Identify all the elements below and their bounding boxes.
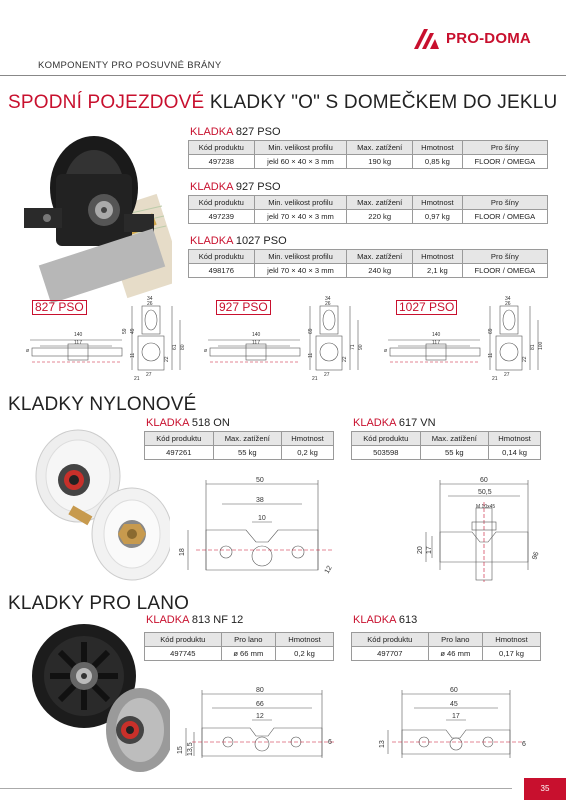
col-header: Hmotnost bbox=[413, 250, 463, 264]
section-title-cable-rollers: KLADKY PRO LANO bbox=[8, 593, 190, 614]
col-header: Kód produktu bbox=[352, 432, 421, 446]
table-cell: 503598 bbox=[352, 446, 421, 460]
table-cell: FLOOR / OMEGA bbox=[462, 210, 547, 224]
col-header: Hmotnost bbox=[413, 196, 463, 210]
product-827-table bbox=[188, 140, 548, 169]
table-cell: 55 kg bbox=[213, 446, 282, 460]
dim-text: 6 bbox=[328, 739, 332, 746]
col-header: Max. zatížení bbox=[420, 432, 489, 446]
product-617-label: KLADKA 617 VN bbox=[353, 417, 436, 429]
dim-text: 59 bbox=[122, 328, 128, 334]
col-header: Min. velikost profilu bbox=[254, 196, 347, 210]
section-title-steel-rollers bbox=[8, 92, 557, 114]
page-number: 35 bbox=[524, 778, 566, 800]
brand-name: PRO-DOMA bbox=[446, 29, 531, 47]
table-cell: 240 kg bbox=[347, 264, 413, 278]
dim-text: 11 bbox=[308, 352, 314, 358]
col-header: Kód produktu bbox=[145, 432, 214, 446]
drawing-927-label: 927 PSO bbox=[216, 300, 271, 315]
dim-text: 140 bbox=[432, 332, 441, 338]
product-813-label: KLADKA 813 NF 12 bbox=[146, 614, 244, 626]
col-header: Kód produktu bbox=[189, 196, 255, 210]
dim-text: 26 bbox=[505, 301, 511, 307]
dim-text: 34 bbox=[325, 296, 331, 302]
table-cell: 0,17 kg bbox=[482, 647, 540, 661]
table-cell: FLOOR / OMEGA bbox=[462, 264, 547, 278]
col-header: Max. zatížení bbox=[347, 141, 413, 155]
drawing-827 bbox=[22, 292, 192, 384]
col-header: Pro lano bbox=[428, 633, 482, 647]
table-row bbox=[145, 647, 334, 661]
dim-text: ø bbox=[384, 348, 388, 354]
page-footer bbox=[0, 778, 566, 800]
dim-text: 117 bbox=[74, 340, 82, 346]
dim-text: 90 bbox=[358, 344, 364, 350]
product-1027-label: KLADKA 1027 PSO bbox=[190, 235, 287, 247]
col-header: Max. zatížení bbox=[213, 432, 282, 446]
dim-text: 117 bbox=[252, 340, 260, 346]
section-title-strong: KLADKY "O" S DOMEČKEM DO JEKLU bbox=[209, 92, 558, 113]
col-header: Hmotnost bbox=[282, 432, 334, 446]
dim-text: 12 bbox=[256, 713, 264, 720]
drawing-518 bbox=[176, 470, 346, 580]
drawing-1027 bbox=[380, 292, 560, 384]
product-1027-table bbox=[188, 249, 548, 278]
drawing-827-label: 827 PSO bbox=[32, 300, 87, 315]
dim-text: 60 bbox=[480, 477, 488, 484]
table-cell: 497745 bbox=[145, 647, 222, 661]
dim-text: 22 bbox=[342, 356, 348, 362]
dim-text: 61 bbox=[172, 344, 178, 350]
table-cell: jekl 70 × 40 × 3 mm bbox=[254, 264, 347, 278]
brand-logo bbox=[412, 26, 531, 50]
col-header: Kód produktu bbox=[189, 250, 255, 264]
dim-text: 13 bbox=[379, 740, 386, 748]
dim-text: 50 bbox=[256, 477, 264, 484]
dim-text: 50,5 bbox=[478, 489, 492, 496]
dim-text: 71 bbox=[350, 344, 356, 350]
dim-text: 27 bbox=[504, 372, 510, 378]
category-header: KOMPONENTY PRO POSUVNÉ BRÁNY bbox=[38, 60, 222, 71]
table-cell: 0,14 kg bbox=[489, 446, 541, 460]
table-cell: 497238 bbox=[189, 155, 255, 169]
table-cell: 497707 bbox=[352, 647, 429, 661]
dim-text: 10 bbox=[258, 515, 266, 522]
table-cell: jekl 60 × 40 × 3 mm bbox=[254, 155, 347, 169]
dim-text: 38 bbox=[256, 497, 264, 504]
product-827-label: KLADKA 827 PSO bbox=[190, 126, 281, 138]
dim-text: 26 bbox=[325, 301, 331, 307]
footer-divider bbox=[0, 788, 512, 789]
dim-text: 13,5 bbox=[187, 742, 194, 756]
dim-text: 11 bbox=[488, 352, 494, 358]
dim-text: 21 bbox=[134, 376, 140, 382]
dim-text: 26 bbox=[147, 301, 153, 307]
table-cell: 498176 bbox=[189, 264, 255, 278]
dim-text: 11 bbox=[130, 352, 136, 358]
product-518-table bbox=[144, 431, 334, 460]
dim-text: 69 bbox=[488, 328, 494, 334]
table-row bbox=[352, 446, 541, 460]
table-cell: 0,97 kg bbox=[413, 210, 463, 224]
dim-text: 140 bbox=[252, 332, 261, 338]
drawing-613 bbox=[370, 684, 550, 764]
dim-text: 17 bbox=[426, 546, 433, 554]
dim-text: 12 bbox=[323, 564, 334, 575]
drawing-927 bbox=[200, 292, 370, 384]
dim-text: 6 bbox=[522, 741, 526, 748]
col-header: Kód produktu bbox=[145, 633, 222, 647]
col-header: Pro šíny bbox=[462, 250, 547, 264]
dim-text: 140 bbox=[74, 332, 83, 338]
section-title-nylon-rollers: KLADKY NYLONOVÉ bbox=[8, 394, 197, 415]
product-927-label: KLADKA 927 PSO bbox=[190, 181, 281, 193]
col-header: Pro lano bbox=[221, 633, 275, 647]
dim-text: 81 bbox=[530, 344, 536, 350]
drawing-813 bbox=[172, 684, 352, 764]
dim-text: ø bbox=[204, 348, 208, 354]
table-cell: 220 kg bbox=[347, 210, 413, 224]
drawing-1027-label: 1027 PSO bbox=[396, 300, 457, 315]
table-cell: ø 66 mm bbox=[221, 647, 275, 661]
dim-text: 22 bbox=[522, 356, 528, 362]
table-row bbox=[145, 446, 334, 460]
table-cell: 497261 bbox=[145, 446, 214, 460]
dim-text: 27 bbox=[324, 372, 330, 378]
col-header: Kód produktu bbox=[352, 633, 429, 647]
dim-text: 80 bbox=[180, 344, 186, 350]
dim-text: 17 bbox=[452, 713, 460, 720]
table-cell: ø 46 mm bbox=[428, 647, 482, 661]
table-cell: FLOOR / OMEGA bbox=[462, 155, 547, 169]
dim-text: 60 bbox=[450, 687, 458, 694]
dim-text: 100 bbox=[538, 341, 544, 350]
dim-text: 49 bbox=[130, 328, 136, 334]
roller-827-photo bbox=[22, 126, 172, 306]
dim-text: 15 bbox=[177, 746, 184, 754]
dim-text: 34 bbox=[147, 296, 153, 302]
dim-text: 21 bbox=[492, 376, 498, 382]
product-613-table bbox=[351, 632, 541, 661]
product-813-table bbox=[144, 632, 334, 661]
table-cell: 0,2 kg bbox=[282, 446, 334, 460]
dim-text: 96 bbox=[531, 550, 541, 561]
dim-text: 45 bbox=[450, 701, 458, 708]
col-header: Max. zatížení bbox=[347, 196, 413, 210]
table-cell: jekl 70 × 40 × 3 mm bbox=[254, 210, 347, 224]
table-row bbox=[189, 264, 548, 278]
table-cell: 190 kg bbox=[347, 155, 413, 169]
col-header: Hmotnost bbox=[489, 432, 541, 446]
col-header: Min. velikost profilu bbox=[254, 250, 347, 264]
section-title-light: SPODNÍ POJEZDOVÉ bbox=[8, 92, 210, 113]
dim-text: 34 bbox=[505, 296, 511, 302]
header-divider bbox=[0, 75, 566, 76]
dim-text: 20 bbox=[417, 546, 424, 554]
table-row bbox=[352, 647, 541, 661]
col-header: Min. velikost profilu bbox=[254, 141, 347, 155]
product-927-table bbox=[188, 195, 548, 224]
col-header: Hmotnost bbox=[482, 633, 540, 647]
col-header: Hmotnost bbox=[275, 633, 333, 647]
table-row bbox=[189, 155, 548, 169]
dim-text: 117 bbox=[432, 340, 440, 346]
dim-text: 27 bbox=[146, 372, 152, 378]
dim-text: 21 bbox=[312, 376, 318, 382]
dim-text: ø bbox=[26, 348, 30, 354]
dim-text: 22 bbox=[164, 356, 170, 362]
table-cell: 55 kg bbox=[420, 446, 489, 460]
product-518-label: KLADKA 518 ON bbox=[146, 417, 230, 429]
dim-text: 69 bbox=[308, 328, 314, 334]
dim-text: 80 bbox=[256, 687, 264, 694]
product-613-label: KLADKA 613 bbox=[353, 614, 418, 626]
col-header: Max. zatížení bbox=[347, 250, 413, 264]
dim-text: 66 bbox=[256, 701, 264, 708]
col-header: Pro šíny bbox=[462, 141, 547, 155]
table-row bbox=[189, 210, 548, 224]
table-cell: 2,1 kg bbox=[413, 264, 463, 278]
product-617-table bbox=[351, 431, 541, 460]
pro-doma-logo-icon bbox=[412, 26, 440, 50]
dim-text: M 10x45 bbox=[476, 504, 496, 510]
dim-text: 18 bbox=[179, 548, 186, 556]
drawing-617 bbox=[400, 470, 560, 582]
table-cell: 0,85 kg bbox=[413, 155, 463, 169]
col-header: Kód produktu bbox=[189, 141, 255, 155]
table-cell: 0,2 kg bbox=[275, 647, 333, 661]
table-cell: 497239 bbox=[189, 210, 255, 224]
col-header: Pro šíny bbox=[462, 196, 547, 210]
col-header: Hmotnost bbox=[413, 141, 463, 155]
